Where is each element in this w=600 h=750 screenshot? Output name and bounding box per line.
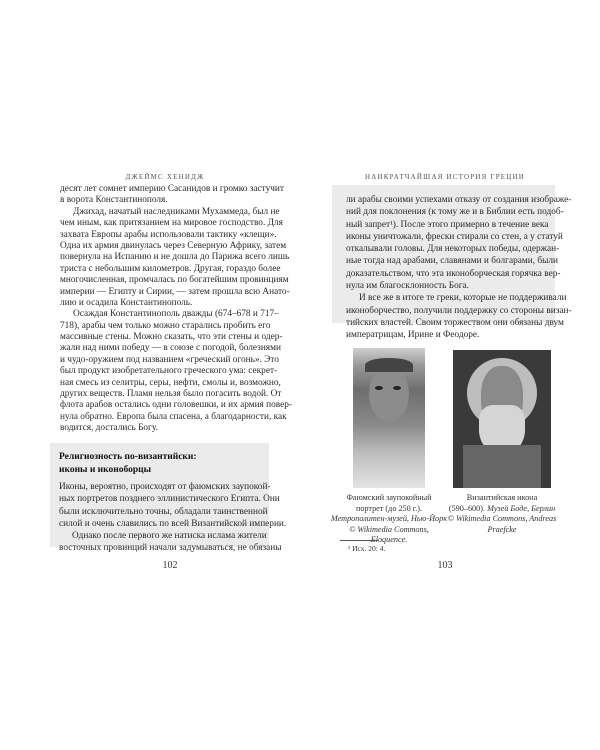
text-line: императрицам, Ирине и Феодоре. bbox=[346, 330, 480, 341]
text-line: триста с небольшим километров. Другая, гораздо более bbox=[60, 263, 281, 274]
sidebar-text-right bbox=[346, 194, 572, 342]
text-line: ли арабы своими успехами отказу от создания изображе- bbox=[346, 195, 572, 205]
text-line: Одна их армия двинулась через Северную Африку, затем bbox=[60, 240, 287, 251]
text-line: ний для поклонения (к тому же и в Библии есть подоб- bbox=[346, 207, 564, 218]
footnote: ¹ Исх. 20: 4. bbox=[348, 544, 386, 553]
text-line: ных портретов позднего эллинистического Египта. Они bbox=[59, 494, 280, 505]
caption-credit: Метрополитен-музей, Нью-Йорк bbox=[330, 514, 448, 523]
text-line: был продукт изобретательного греческого ума: секрет- bbox=[60, 366, 278, 377]
text-line: в ворота Константинополя. bbox=[60, 195, 168, 206]
sidebar-title: Религиозность по-византийски: bbox=[59, 452, 197, 462]
text-line: нула обратно. Европа была спасена, а благодарности, как bbox=[60, 411, 287, 422]
text-line: других веществ. Пламя нельзя было погасить водой. От bbox=[60, 389, 282, 400]
text-line: Иконы, вероятно, происходят от фаюмских заупокой- bbox=[59, 482, 271, 492]
sidebar-box-left bbox=[50, 443, 287, 554]
text-line: были исключительно точны, обладали таинственной bbox=[59, 506, 268, 517]
text-line: флота арабов остались одни головешки, и их армия повер- bbox=[60, 400, 292, 411]
byzantine-icon-image bbox=[453, 350, 551, 488]
text-line: жали над ними победу — в союзе с погодой, болезнями bbox=[60, 343, 281, 354]
page-number-left: 102 bbox=[162, 560, 178, 571]
text-line: ная смесь из селитры, серы, нефти, смолы и, возможно, bbox=[60, 377, 281, 388]
left-body-text bbox=[60, 184, 292, 435]
text-line: Осаждая Константинополь дважды (674–678 и 717– bbox=[73, 309, 279, 320]
text-line: лию и осадила Константинополь. bbox=[60, 297, 193, 308]
text-line: тийских властей. Своим торжеством они обязаны двум bbox=[346, 317, 564, 328]
text-line: захвата Европы арабы использовали тактику «клещи». bbox=[60, 229, 277, 240]
figure-caption-icon bbox=[446, 493, 558, 535]
text-line: повернула на Испанию и не дошла до Парижа всего лишь bbox=[60, 252, 290, 263]
caption-line: Византийская икона bbox=[466, 493, 538, 502]
caption-line: (590–600). bbox=[448, 503, 486, 513]
fayum-portrait-image bbox=[353, 348, 425, 488]
text-line: массивные стены. Можно сказать, что эти стены и одер- bbox=[60, 332, 283, 343]
running-head-right: НАИКРАТЧАЙШАЯ ИСТОРИЯ ГРЕЦИИ bbox=[364, 173, 526, 181]
text-line: иконы уничтожали, фрески стирали со стен, а у статуй bbox=[346, 231, 563, 242]
caption-credit: Praefcke bbox=[487, 524, 517, 534]
text-line: иконоборчество, получили поддержку со стороны визан- bbox=[346, 305, 572, 316]
text-line: многочисленная, промчалась по богатейшим провинциям bbox=[60, 275, 289, 286]
text-line: ный запрет¹). После этого примерно в течение века bbox=[346, 219, 549, 230]
text-line: десят лет сомнет империю Сасанидов и громко застучит bbox=[60, 184, 284, 194]
text-line: 718), арабы чем только можно старались пробить его bbox=[60, 320, 271, 331]
sidebar-text-left bbox=[59, 481, 287, 555]
caption-credit: © Wikimedia Commons, Andreas bbox=[447, 514, 557, 523]
text-line: Джихад, начатый наследниками Мухаммеда, был не bbox=[73, 206, 280, 217]
text-line: восточных провинций начали задумываться, не обязаны bbox=[59, 543, 282, 554]
running-head-left: ДЖЕЙМС ХЕНИДЖ bbox=[125, 173, 205, 181]
page-number-right: 103 bbox=[437, 560, 453, 571]
text-line: империи — Египту и Сирии, — затем прошла всю Анато- bbox=[60, 286, 290, 297]
text-line: и чудо-оружием под названием «греческий огонь». Это bbox=[60, 354, 279, 365]
text-line: откалывали головы. Для некоторых победы, одержан- bbox=[346, 244, 560, 255]
text-line: ные тогда над арабами, славянами и болгарами, были bbox=[346, 256, 558, 267]
caption-line: Фаюмский заупокойный bbox=[346, 493, 432, 502]
figure-caption-fayum bbox=[330, 493, 448, 546]
text-line: Однако после первого же натиска ислама жители bbox=[72, 531, 267, 542]
sidebar-subtitle: иконы и иконоборцы bbox=[59, 465, 152, 475]
text-line: водится, достались Богу. bbox=[60, 423, 158, 434]
sidebar-box-right bbox=[332, 185, 572, 341]
text-line: силой и очень славились по всей Византийской империи. bbox=[59, 518, 287, 529]
caption-museum: Музей Боде, Берлин bbox=[487, 503, 556, 513]
text-line: доказательством, что эта иконоборческая горячка вер- bbox=[346, 268, 561, 279]
footnote-rule bbox=[340, 540, 378, 541]
text-line: нула им благосклонность Бога. bbox=[346, 281, 469, 292]
caption-line: портрет (до 250 г.). bbox=[355, 503, 423, 513]
text-line: чем иным, как притязанием на мировое господство. Для bbox=[60, 218, 283, 229]
caption-credit: © Wikimedia Commons, Eloquence. bbox=[349, 524, 429, 544]
text-line: И все же в итоге те греки, которые не поддерживали bbox=[359, 293, 567, 304]
